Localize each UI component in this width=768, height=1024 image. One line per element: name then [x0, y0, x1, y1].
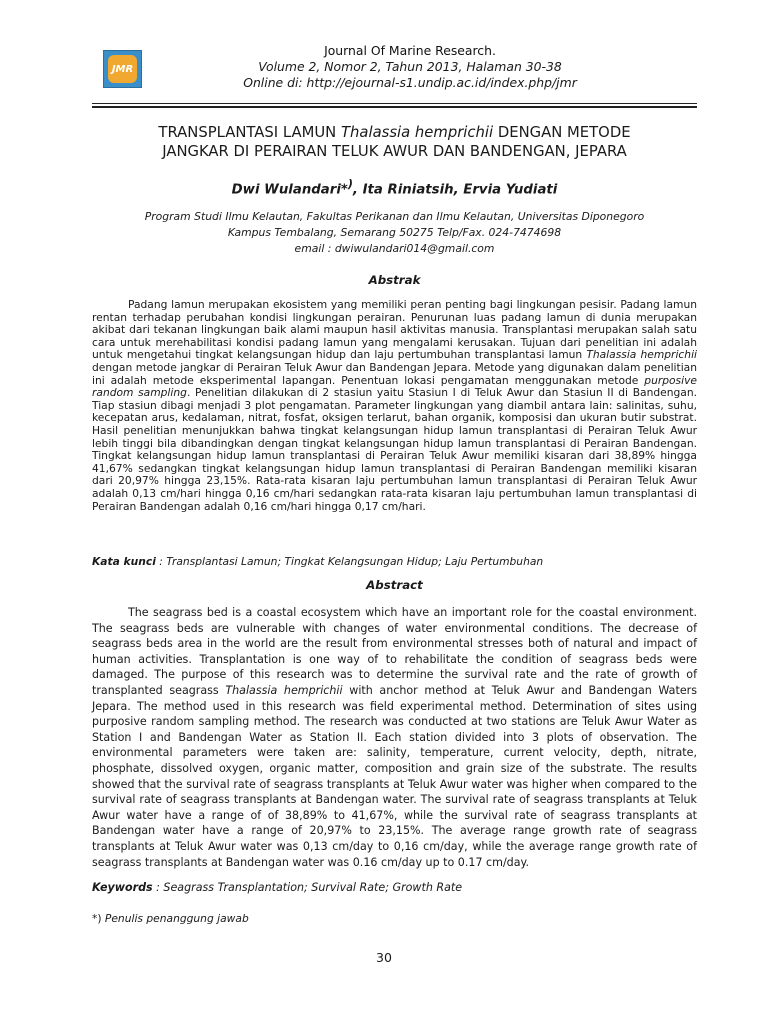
journal-online-url: Online di: http://ejournal-s1.undip.ac.id/index.php/jmr [243, 75, 577, 90]
journal-header [200, 43, 620, 91]
abstract-heading: Abstract [366, 578, 423, 592]
abstrak-heading: Abstrak [368, 273, 421, 287]
journal-logo [103, 50, 142, 88]
author-mark: ) [347, 178, 353, 191]
paper-title-line-2: JANGKAR DI PERAIRAN TELUK AWUR DAN BANDENGAN, JEPARA [162, 143, 627, 160]
abstrak-species: Thalassia hemprichii [586, 348, 698, 362]
page-number: 30 [376, 950, 392, 965]
abstract-body [92, 605, 697, 870]
abstrak-sampling-term: purposive random sampling [92, 373, 697, 400]
footnote-text: Penulis penanggung jawab [101, 912, 249, 925]
keywords-label: Keywords [92, 881, 153, 894]
kata-kunci-text: : Transplantasi Lamun; Tingkat Kelangsungan Hidup; Laju Pertumbuhan [155, 555, 544, 568]
abstrak-body [92, 299, 697, 513]
title-species: Thalassia hemprichii [340, 124, 494, 141]
abstrak-paragraph [92, 299, 697, 513]
kata-kunci-label: Kata kunci [92, 555, 156, 568]
affiliation [92, 209, 697, 257]
footnote-mark: *) [92, 912, 102, 925]
paper-title-line-1 [92, 123, 697, 142]
header-rule-thick [92, 106, 697, 108]
first-author: Dwi Wulandari* [231, 182, 348, 198]
abstrak-text-1: Padang lamun merupakan ekosistem yang memiliki peran penting bagi lingkungan pesisir. Padang lamun rentan terhadap perubahan kondisi lingkungan perairan. Penurunan luas padang lamun di dunia merupakan akibat dari tekanan lingkungan baik alami maupun hasil aktivitas manusia. Transplantasi merupakan salah satu cara untuk merehabilitasi kondisi padang lamun yang mengalami kerusakan. Tujuan dari penelitian ini adalah untuk mengetahui tingkat kelangsungan hidup dan laju pertumbuhan transplantasi lamun [92, 298, 697, 362]
journal-logo-text: JMR [108, 55, 137, 83]
kata-kunci [92, 555, 697, 568]
paper-title [92, 123, 697, 161]
other-authors: , Ita Riniatsih, Ervia Yudiati [352, 182, 558, 198]
abstract-text-1: The seagrass bed is a coastal ecosystem which have an important role for the coastal environment. The seagrass beds are vulnerable with changes of water environmental conditions. The decrease of seagrass beds area in the world are the result from environmental stresses both of natural and impact of human activities. Transplantation is one way of to rehabilitate the condition of seagrass beds were damaged. The purpose of this research was to determine the survival rate and the rate of growth of transplanted seagrass [92, 606, 697, 697]
footnote [92, 912, 249, 925]
abstrak-text-3: . Penelitian dilakukan di 2 stasiun yaitu Stasiun I di Teluk Awur dan Stasiun II di Bandengan. Tiap stasiun dibagi menjadi 3 plot pengamatan. Parameter lingkungan yang diambil antara lain: salinitas, suhu, kecepatan arus, kedalaman, nitrat, fosfat, oksigen terlarut, bahan organik, komposisi dan ukuran butir substrat. Hasil penelitian menunjukkan bahwa tingkat kelangsungan hidup lamun transplantasi di Perairan Teluk Awur lebih tinggi bila dibandingkan dengan tingkat kelangsungan hidup lamun transplantasi di Perairan Bandengan. Tingkat kelangsungan hidup lamun transplantasi di Perairan Teluk Awur memiliki kisaran dari 38,89% hingga 41,67% sedangkan tingkat kelangsungan hidup lamun transplantasi di Perairan Bandengan memiliki kisaran dari 20,97% hingga 23,15%. Rata-rata kisaran laju pertumbuhan lamun transplantasi di Perairan Teluk Awur adalah 0,13 cm/hari hingga 0,16 cm/hari sedangkan rata-rata kisaran laju pertumbuhan lamun transplantasi di Perairan Bandengan adalah 0,16 cm/hari hingga 0,17 cm/hari. [92, 386, 697, 513]
affiliation-line-2: Kampus Tembalang, Semarang 50275 Telp/Fax. 024-7474698 [227, 226, 562, 239]
journal-name: Journal Of Marine Research. [324, 43, 496, 58]
abstract-species: Thalassia hemprichii [225, 683, 343, 697]
authors [92, 178, 697, 197]
abstrak-text-2: dengan metode jangkar di Perairan Teluk Awur dan Bandengan Jepara. Metode yang digunakan dalam penelitian ini adalah metode eksperimental lapangan. Penentuan lokasi pengamatan menggunakan metode [92, 360, 697, 387]
journal-volume: Volume 2, Nomor 2, Tahun 2013, Halaman 30-38 [258, 59, 562, 74]
affiliation-email: email : dwiwulandari014@gmail.com [294, 242, 495, 255]
header-rule-thin [92, 103, 697, 104]
keywords-text: : Seagrass Transplantation; Survival Rate; Growth Rate [152, 881, 463, 894]
title-text-a: TRANSPLANTASI LAMUN [158, 124, 341, 141]
abstract-text-2: with anchor method at Teluk Awur and Bandengan Waters Jepara. The method used in this research was field experimental method. Determination of sites using purposive random sampling method. The research was conducted at two stations are Teluk Awur Water as Station I and Bandengan Water as Station II. Each station divided into 3 plots of observation. The environmental parameters were taken are: salinity, temperature, current velocity, depth, nitrate, phosphate, dissolved oxygen, organic matter, composition and grain size of the substrate. The results showed that the survival rate of seagrass transplants at Teluk Awur water was higher when compared to the survival rate of seagrass transplants at Bandengan water. The survival rate of seagrass transplants at Teluk Awur water have a range of of 38,89% to 41,67%, while the survival rate of seagrass transplants at Bandengan water have a range of 20,97% to 23,15%. The average range growth rate of seagrass transplants at Teluk Awur water was 0,13 cm/day to 0,16 cm/day, while the average range growth rate of seagrass transplants at Bandengan water was 0.16 cm/day up to 0.17 cm/day. [92, 683, 697, 869]
title-text-b: DENGAN METODE [493, 124, 631, 141]
keywords [92, 881, 697, 894]
abstract-paragraph [92, 605, 697, 870]
affiliation-line-1: Program Studi Ilmu Kelautan, Fakultas Perikanan dan Ilmu Kelautan, Universitas Diponegoro [144, 210, 645, 223]
